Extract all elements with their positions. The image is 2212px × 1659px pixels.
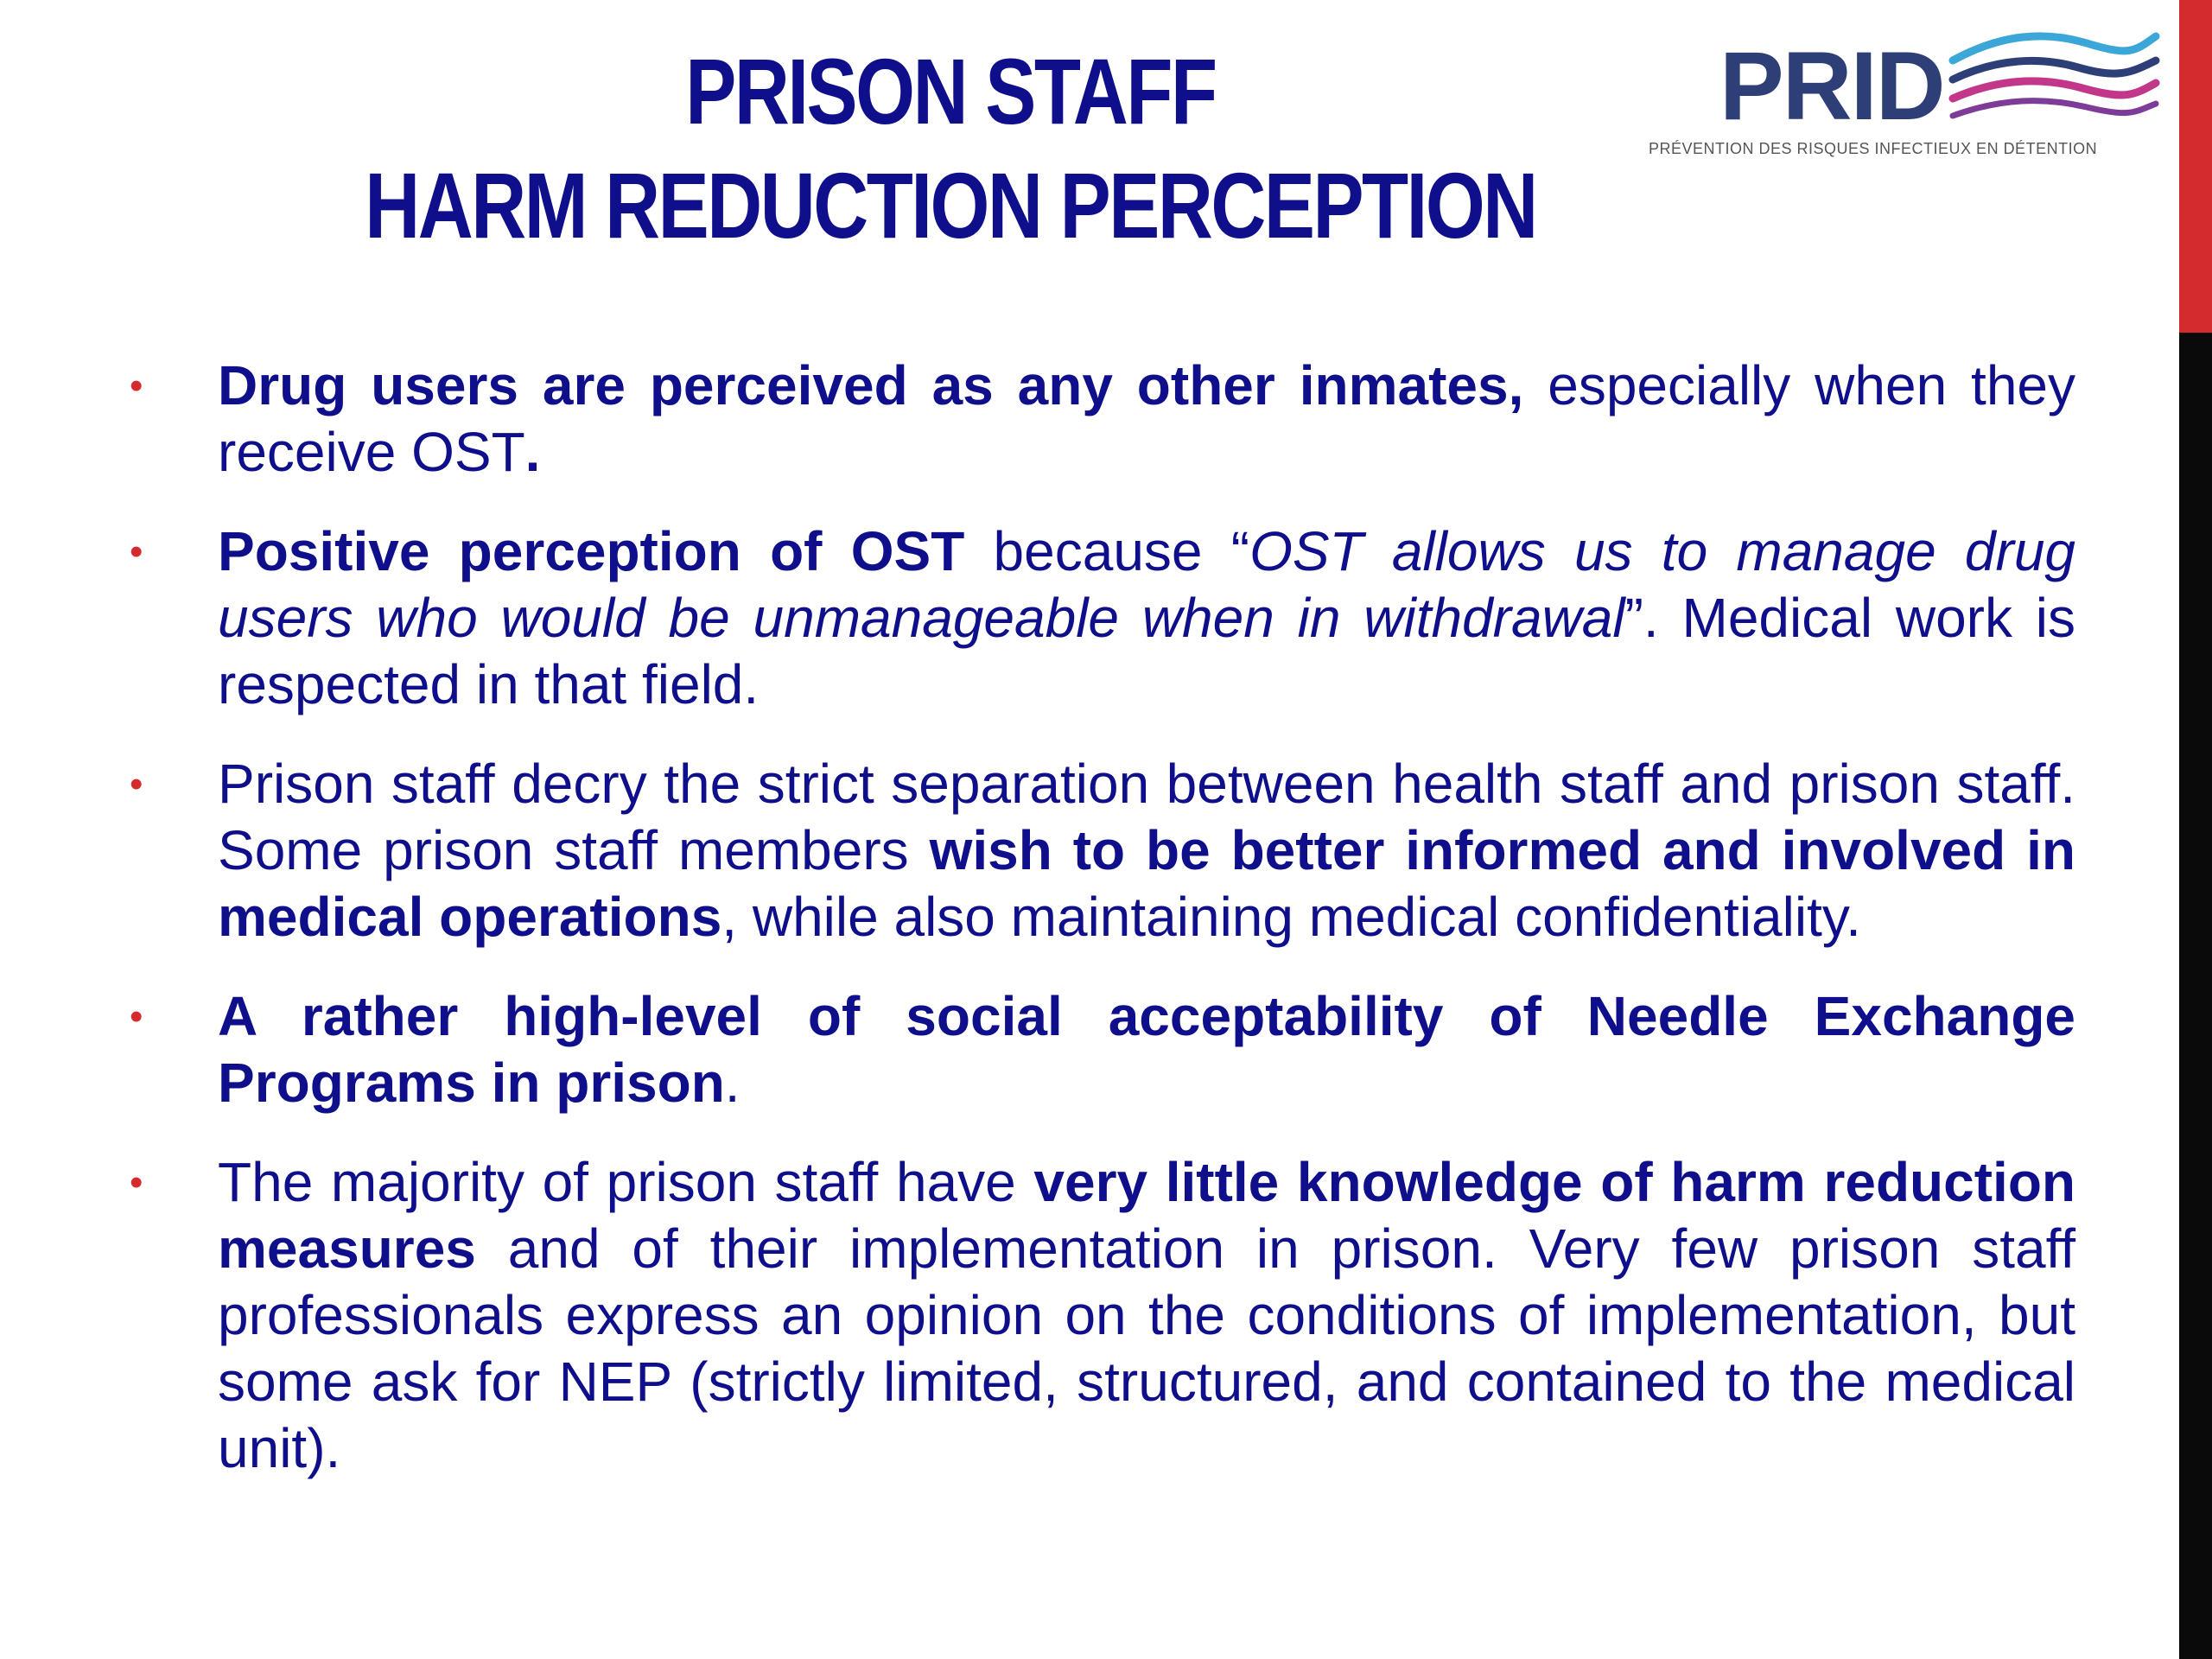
side-accent-bar-red xyxy=(2179,0,2212,333)
bullet-dot-icon: • xyxy=(130,365,143,407)
prid-logo xyxy=(1633,26,2160,173)
text-run: and of their implementation in prison. Very few prison staff professionals express an opinion on the conditions of implementation, but some ask for NEP (strictly limited, structured, and contained to the medical unit). xyxy=(218,1217,2075,1479)
bullet-text xyxy=(218,518,2075,718)
title-line-2: HARM REDUCTION PERCEPTION xyxy=(365,153,1536,257)
bullet-text xyxy=(218,353,2075,486)
bold-phrase: Positive perception of OST xyxy=(218,520,965,582)
logo-waves-icon xyxy=(1948,26,2160,130)
text-run: The majority of prison staff have xyxy=(218,1151,1034,1213)
bold-phrase: very little knowledge of harm reduction measures xyxy=(218,1151,2076,1280)
logo-wordmark: PRID xyxy=(1719,32,1944,140)
italic-quote: OST allows us to manage drug users who would be unmanageable when in withdrawal xyxy=(218,520,2076,649)
bullet-item xyxy=(130,1149,2075,1482)
bold-phrase: Drug users are perceived as any other inmates, xyxy=(218,354,1524,416)
bullet-item xyxy=(130,518,2075,718)
bullet-text xyxy=(218,751,2075,950)
text-run: , while also maintaining medical confidentiality. xyxy=(721,886,1861,948)
side-accent-bar-black xyxy=(2179,333,2212,1659)
bold-phrase: wish to be better informed and involved in medical operations xyxy=(218,819,2076,948)
text-run: ”. Medical work is respected in that field. xyxy=(218,587,2076,715)
bullet-item xyxy=(130,353,2075,486)
title-line-1: PRISON STAFF xyxy=(685,39,1216,143)
bullet-dot-icon: • xyxy=(130,1161,143,1204)
slide-title xyxy=(256,35,1644,263)
bullet-item xyxy=(130,983,2075,1116)
bullet-item xyxy=(130,751,2075,950)
logo-tagline: PRÉVENTION DES RISQUES INFECTIEUX EN DÉTENTION xyxy=(1649,140,2098,157)
bullet-text xyxy=(218,1149,2075,1482)
text-run: because “ xyxy=(964,520,1250,582)
bullet-list xyxy=(130,353,2075,1515)
bullet-dot-icon: • xyxy=(130,763,143,805)
bullet-text xyxy=(218,983,2075,1116)
text-run: . xyxy=(724,1052,741,1114)
text-run: Prison staff decry the strict separation between health staff and prison staff. Some prison staff members xyxy=(218,753,2075,881)
bold-phrase: A rather high-level of social acceptability of Needle Exchange Programs in prison xyxy=(218,985,2075,1114)
text-run: especially when they receive OST xyxy=(218,354,2076,483)
bold-phrase: . xyxy=(524,421,541,483)
bullet-dot-icon: • xyxy=(130,995,143,1038)
bullet-dot-icon: • xyxy=(130,531,143,573)
